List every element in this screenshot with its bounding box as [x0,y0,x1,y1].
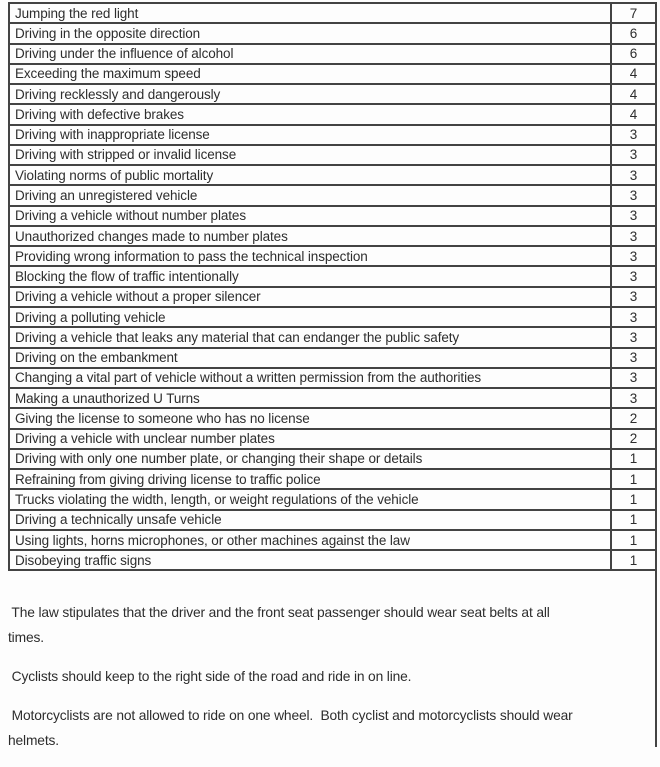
table-row [10,207,655,227]
points-cell: 6 [629,25,638,41]
points-cell: 3 [629,390,638,406]
violation-cell: Driving an unregistered vehicle [10,186,612,204]
points-cell: 1 [629,492,638,507]
violation-cell: Violating norms of public mortality [10,166,612,184]
violation-cell: Driving with defective brakes [10,105,612,123]
table-row [10,45,655,65]
motorcyclists-note: Motorcyclists are not allowed to ride on one wheel. Both cyclist and motorcyclists should wear helmets. [8,708,573,748]
table-row [10,166,655,186]
points-cell: 3 [629,350,638,366]
violation-cell: Blocking the flow of traffic intentionally [10,267,612,285]
points-cell: 3 [629,208,638,224]
table-row [10,24,655,44]
violation-cell: Driving under the influence of alcohol [10,45,612,63]
violation-cell: Exceeding the maximum speed [10,65,612,83]
violation-cell: Driving a polluting vehicle [10,308,612,326]
table-row [10,328,655,348]
points-cell: 3 [629,188,638,204]
violation-cell: Trucks violating the width, length, or weight regulations of the vehicle [10,490,612,508]
violation-cell: Driving in the opposite direction [10,24,612,42]
violation-cell: Driving with only one number plate, or changing their shape or details [10,450,612,468]
table-row [10,4,655,24]
points-cell: 1 [629,532,638,548]
table-row [10,105,655,125]
table-row [10,430,655,450]
points-cell: 1 [629,552,638,568]
notes-section [8,600,658,767]
points-cell: 4 [629,66,638,82]
violation-cell: Making a unauthorized U Turns [10,389,612,407]
violation-cell: Driving a technically unsafe vehicle [10,511,612,529]
points-cell: 3 [629,289,638,305]
points-cell: 3 [629,309,638,325]
table-row [10,490,655,510]
table-row [10,511,655,531]
points-cell: 1 [629,512,638,528]
table-row [10,349,655,369]
points-cell: 7 [629,5,638,21]
points-cell: 3 [629,370,638,386]
points-cell: 1 [629,451,638,467]
points-cell: 4 [629,106,638,122]
points-cell: 3 [629,167,638,183]
points-cell: 3 [629,269,638,285]
violation-cell: Giving the license to someone who has no license [10,409,612,427]
points-cell: 3 [629,329,638,345]
violation-cell: Driving with inappropriate license [10,126,612,144]
table-row [10,308,655,328]
violation-cell: Refraining from giving driving license to traffic police [10,470,612,488]
points-cell: 1 [629,471,638,487]
table-row [10,551,655,571]
table-row [10,65,655,85]
points-cell: 4 [629,86,638,102]
points-cell: 3 [629,127,638,143]
table-row [10,85,655,105]
table-row [10,186,655,206]
points-cell: 3 [629,228,638,244]
violation-cell: Jumping the red light [10,4,612,22]
table-row [10,409,655,429]
violation-cell: Driving a vehicle without number plates [10,207,612,225]
violation-cell: Driving recklessly and dangerously [10,85,612,103]
points-cell: 2 [629,431,638,447]
violation-cell: Driving a vehicle without a proper silencer [10,288,612,306]
points-cell: 3 [629,147,638,163]
table-row [10,531,655,551]
seatbelt-note: The law stipulates that the driver and the front seat passenger should wear seat belts at all times. [8,605,550,645]
points-cell: 6 [629,46,638,62]
violation-cell: Disobeying traffic signs [10,551,612,569]
table-row [10,470,655,490]
table-row [10,227,655,247]
violation-cell: Using lights, horns microphones, or other machines against the law [10,531,612,549]
points-cell: 2 [629,410,638,426]
violation-cell: Unauthorized changes made to number plates [10,227,612,245]
table-row [10,450,655,470]
table-row [10,267,655,287]
table-row [10,126,655,146]
table-row [10,247,655,267]
violation-cell: Providing wrong information to pass the technical inspection [10,247,612,265]
violation-cell: Changing a vital part of vehicle without a written permission from the authorities [10,369,612,387]
violation-cell: Driving a vehicle that leaks any material that can endanger the public safety [10,328,612,346]
points-cell: 3 [629,248,638,264]
cyclists-note: Cyclists should keep to the right side of the road and ride in on line. [8,669,412,684]
violation-cell: Driving on the embankment [10,349,612,367]
table-row [10,369,655,389]
penalty-points-table [8,2,657,571]
table-row [10,288,655,308]
violation-cell: Driving with stripped or invalid license [10,146,612,164]
table-row [10,146,655,166]
table-row [10,389,655,409]
violation-cell: Driving a vehicle with unclear number plates [10,430,612,448]
